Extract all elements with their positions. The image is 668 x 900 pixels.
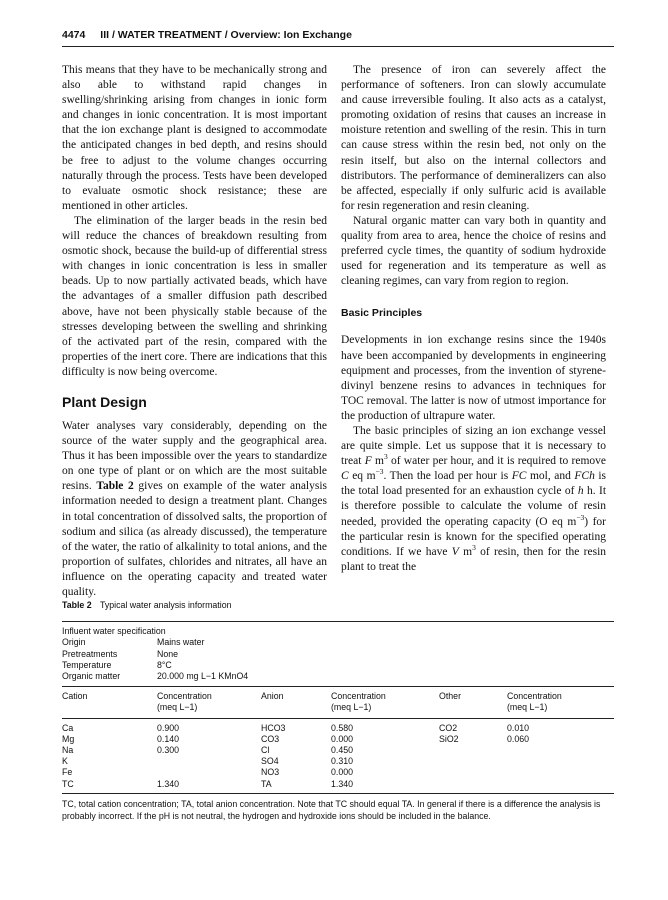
header-row [62,691,614,702]
cell-other [439,767,507,778]
variable: FCh [574,470,595,483]
variable: h [577,485,584,498]
cell-cation: Ca [62,722,74,733]
influent-value: 20.000 mg L−1 KMnO4 [157,671,249,682]
table-row [62,756,614,767]
superscript: −3 [375,467,384,477]
variable: F [364,455,372,468]
cell-other-conc [507,756,614,767]
variable: V [451,545,459,558]
header-unit-row [62,702,614,713]
cell-cation-conc: 0.140 [157,733,180,744]
cell-cation: TC [62,778,74,789]
cell-anion-conc: 0.000 [331,767,354,778]
col-header-other: Other [439,691,462,702]
cell-cation: Mg [62,733,75,744]
text-run: of water per hour, and it is required to remove [390,455,607,468]
text-run: eq m [352,470,376,483]
cell-other-conc: 0.060 [507,733,530,744]
table-row [62,723,614,734]
influent-label: Organic matter [62,671,121,682]
text-run: m [463,545,473,558]
influent-value: 8°C [157,659,172,670]
table-row [62,767,614,778]
col-header-concentration: Concentration [507,691,562,702]
text-run: ) for the particular resin is known for the specified operating conditions. If we have [341,515,606,558]
cell-anion: TA [261,778,272,789]
paragraph [62,419,327,600]
cell-anion-conc: 0.450 [331,745,354,756]
header-rule [62,46,614,47]
text-run: The basic principles of sizing an ion exchange vessel are quite simple. Let us suppose that it is necessary to treat [341,424,606,468]
cell-other [439,779,507,790]
cell-other: CO2 [439,722,458,733]
influent-label: Temperature [62,659,112,670]
cell-anion-conc: 0.000 [331,733,354,744]
paragraph: Developments in ion exchange resins since the 1940s have been accompanied by developments in engineering equipment and processes, from the invention of styrene-divinyl benzene resins to advances in techniques for TOC removal. The latter is now of utmost importance for the production of ultrapure water. [341,334,606,422]
left-column [62,63,327,600]
right-column [341,63,606,575]
col-header-unit: (meq L−1) [157,702,198,713]
cell-cation: Fe [62,767,73,778]
influent-value: Mains water [157,637,205,648]
cell-other-conc [507,767,614,778]
influent-spec [62,622,614,686]
table-row-total [62,779,614,790]
text-run: h. It is therefore possible to calculate the volume of resin needed, provided the operating capacity (O eq m [341,485,607,528]
paragraph: This means that they have to be mechanically strong and also able to withstand rapid changes in swelling/shrinking arising from changes in ionic form and changes in ionic concentration. It is most important that the ion exchange plant is designed to accommodate the anticipated changes in bed depth, and resins should be free to adjust to the volume changes occurring naturally through the process. Tests have been developed to evaluate osmotic shock resistance; these are mentioned in other articles. [62,64,327,212]
table-title: Typical water analysis information [99,600,232,610]
table-footnote: TC, total cation concentration; TA, total anion concentration. Note that TC should equal TA. In general if there is a difference the analysis is probably incorrect. If the pH is not neutral, the hydrogen and hydroxide ions should be included in the balance. [62,798,601,821]
col-header-unit: (meq L−1) [331,702,372,713]
text-run: is the total load presented for an exhaustion cycle of [341,470,607,498]
cell-cation: Na [62,745,74,756]
text-run: mol, and [529,470,571,483]
col-header-concentration: Concentration [331,691,386,702]
cell-anion-conc: 0.310 [331,756,354,767]
influent-label: Origin [62,637,86,648]
col-header-cation: Cation [62,691,88,702]
paragraph [341,424,606,575]
cell-cation: K [62,756,68,767]
text-run: . Then the load per hour is [383,470,509,483]
superscript: 3 [383,452,388,462]
superscript: 3 [472,542,476,552]
table-caption [62,600,614,611]
superscript: −3 [576,512,585,522]
table-row [62,745,614,756]
page-number: 4474 [62,29,86,41]
col-header-concentration: Concentration [157,691,212,702]
table-body [62,719,614,793]
cell-other [439,756,507,767]
influent-row [62,671,614,682]
cell-anion: HCO3 [261,722,286,733]
table-2 [62,600,614,822]
cell-other [439,745,507,756]
variable: C [341,470,349,483]
paragraph: The presence of iron can severely affect the performance of softeners. Iron can slowly accumulate and cause irreversible fouling. It also acts as a catalyst, promoting oxidation of resins that causes an increase in moisture retention and swelling of the resin. This in turn can cause stress within the resin bed, not only on the resin itself, but also on the internal collectors and distributors. The performance of demineralizers can also be affected, especially if only sulfuric acid is available for resin regeneration and resin cleaning. [341,64,606,212]
cell-other-conc [507,779,614,790]
running-header [62,29,614,41]
section-heading: Plant Design [62,393,147,410]
cell-anion-conc: 0.580 [331,722,354,733]
subsection-heading: Basic Principles [341,307,423,320]
paragraph: The elimination of the larger beads in the resin bed will reduce the chances of breakdown resulting from osmotic shock, because the build-up of differential stress with changes in ionic concentration is less in smaller beads. Up to now partially activated beads, which have the advantages of a smaller diffusion path described above, have not been physically stable because of the stresses developing between the swelling and shrinking of the activated part of the resin, compared with the properties of the inert core. There are indications that this difficulty is now being overcome. [62,214,327,378]
cell-cation-conc: 1.340 [157,778,180,789]
influent-row [62,649,614,660]
cell-cation-conc: 0.300 [157,745,180,756]
influent-row [62,660,614,671]
text-run: Water analyses vary considerably, depending on the source of the water supply and the geographical area. Thus it has been impossible over the years to standardize on one type of plant or on which are the most suitable resins. [62,419,327,493]
cell-other-conc: 0.010 [507,722,530,733]
cell-cation-conc [157,767,261,778]
table-label: Table 2 [62,600,92,610]
influent-label: Pretreatments [62,648,118,659]
table-header [62,687,614,717]
text-run: of resin, then for the resin plant to treat the [341,545,607,573]
paragraph: Natural organic matter can vary both in quantity and quality from area to area, hence the choice of resins and preferred cycle times, the quantity of sodium hydroxide used for regeneration and its temperature as well as cleaning regimes, can vary from region to region. [341,214,606,288]
cell-cation-conc: 0.900 [157,722,180,733]
running-title: III / WATER TREATMENT / Overview: Ion Exchange [100,29,352,41]
variable: FC [511,470,527,483]
table-reference: Table 2 [96,480,134,493]
cell-anion-conc: 1.340 [331,778,354,789]
cell-anion: SO4 [261,756,279,767]
cell-anion: Cl [261,745,270,756]
cell-other-conc [507,745,614,756]
cell-other: SiO2 [439,733,459,744]
influent-value: None [157,648,179,659]
cell-anion: CO3 [261,733,280,744]
influent-row [62,637,614,648]
cell-anion: NO3 [261,767,280,778]
influent-title: Influent water specification [62,626,166,637]
col-header-anion: Anion [261,691,284,702]
table-bottom-rule [62,793,614,794]
text-run: gives on example of the water analysis information needed to design a treatment plant. Changes in total concentration of dissolved salts, the proportion of sodium and silica (as already discussed), the temperature of the water, the ratio of alkalinity to total anions, and the proportion of sulfates, chlorides and nitrates, all have an influence on the operating capacity and treated water quality. [62,480,328,598]
text-run: m [375,455,384,468]
cell-cation-conc [157,756,261,767]
table-row [62,734,614,745]
col-header-unit: (meq L−1) [507,702,548,713]
